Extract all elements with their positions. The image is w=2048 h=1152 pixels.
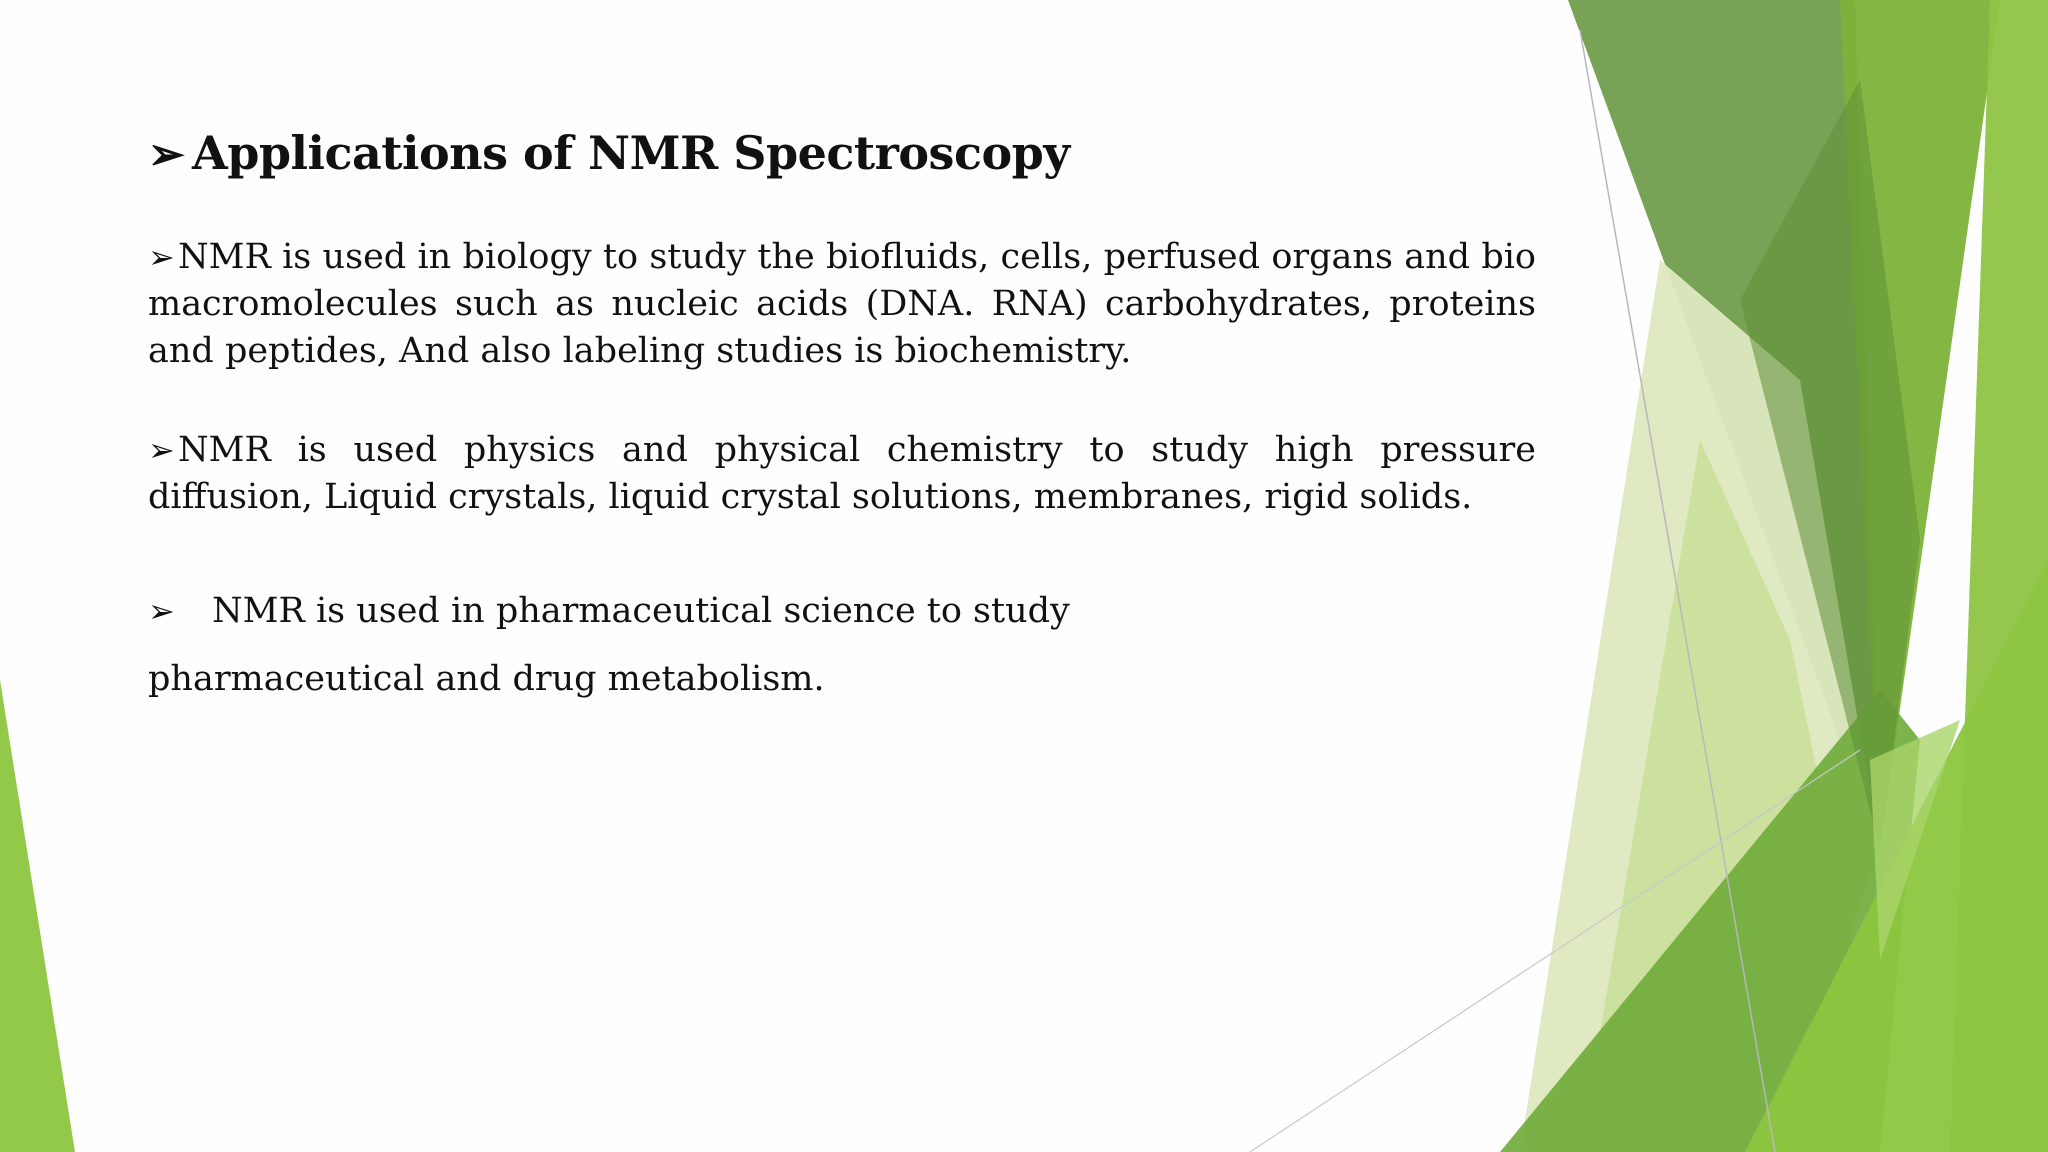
bullet-arrow-icon: ➢ xyxy=(148,431,175,469)
slide-title xyxy=(148,118,1536,190)
slide-content xyxy=(148,118,1536,713)
paragraph-text: NMR is used physics and physical chemistry to study high pressure diffusion, Liquid crystals, liquid crystal solutions, membranes, rigid solids. xyxy=(148,430,1536,517)
bullet-arrow-icon: ➢ xyxy=(148,238,175,276)
title-bullet-arrow-icon: ➢ xyxy=(148,129,185,180)
title-text: Applications of NMR Spectroscopy xyxy=(192,126,1070,180)
bullet-paragraph-pharmaceutical xyxy=(148,577,1536,713)
paragraph-line-2: pharmaceutical and drug metabolism. xyxy=(148,659,825,699)
bullet-arrow-icon: ➢ xyxy=(148,592,175,630)
paragraph-text: NMR is used in biology to study the biofluids, cells, perfused organs and bio macromolecules such as nucleic acids (DNA. RNA) carbohydrates, proteins and peptides, And also labeling studies is biochemistry. xyxy=(148,237,1536,371)
bullet-paragraph-physics xyxy=(148,427,1536,521)
left-accent-shape xyxy=(0,680,75,1152)
paragraph-line-1: NMR is used in pharmaceutical science to study xyxy=(212,591,1070,631)
bullet-paragraph-biology xyxy=(148,234,1536,375)
